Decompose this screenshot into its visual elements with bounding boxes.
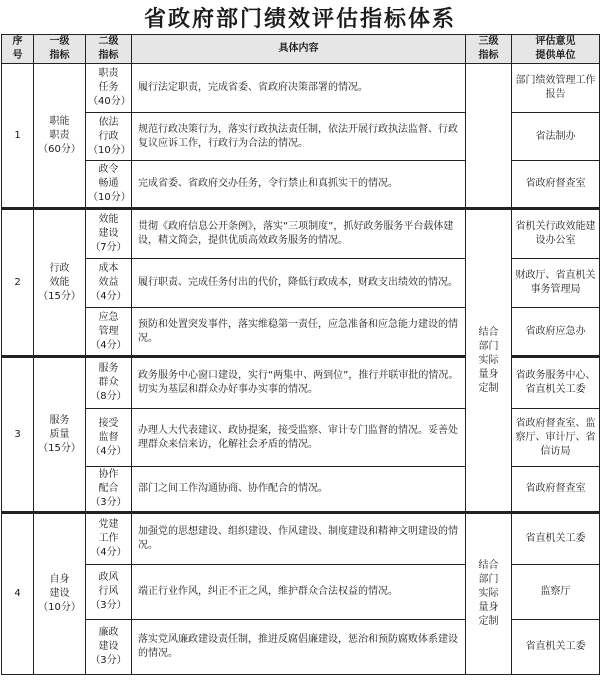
unit-cell: 省政府督查室 — [512, 161, 600, 209]
unit-cell: 监察厅 — [512, 565, 600, 620]
table-row — [2, 209, 600, 259]
unit-cell: 财政厅、省直机关事务管理局 — [512, 259, 600, 308]
level2-indicator: 党建 工作 （4分） — [86, 513, 132, 565]
level2-indicator: 政风 行风 （3分） — [86, 565, 132, 620]
unit-cell: 部门绩效管理工作报告 — [512, 64, 600, 113]
level1-indicator: 行政 效能 （15分） — [34, 209, 86, 357]
header-level1: 一级 指标 — [34, 35, 86, 64]
unit-cell: 省机关行政效能建设办公室 — [512, 209, 600, 259]
level2-indicator: 协作 配合 （3分） — [86, 467, 132, 513]
level2-indicator: 依法 行政 （10分） — [86, 113, 132, 161]
header-level2: 二级 指标 — [86, 35, 132, 64]
content-cell: 办理人大代表建议、政协提案，接受监察、审计专门监督的情况。妥善处理群众来信来访，化解社会矛盾的情况。 — [132, 409, 466, 467]
unit-cell: 省政府应急办 — [512, 308, 600, 357]
content-cell: 部门之间工作沟通协商、协作配合的情况。 — [132, 467, 466, 513]
unit-cell: 省政务服务中心、省直机关工委 — [512, 357, 600, 409]
unit-cell: 省直机关工委 — [512, 513, 600, 565]
level2-indicator: 政令 畅通 （10分） — [86, 161, 132, 209]
content-cell: 完成省委、省政府交办任务，令行禁止和真抓实干的情况。 — [132, 161, 466, 209]
header-row — [2, 35, 600, 64]
group-index: 2 — [2, 209, 34, 357]
group-index: 3 — [2, 357, 34, 513]
level2-indicator: 效能 建设 （7分） — [86, 209, 132, 259]
level2-indicator: 服务 群众 （8分） — [86, 357, 132, 409]
unit-cell: 省法制办 — [512, 113, 600, 161]
header-content: 具体内容 — [132, 35, 466, 64]
table-row — [2, 513, 600, 565]
header-level3: 三级 指标 — [466, 35, 512, 64]
level3-indicator: 结合 部门 实际 量身 定制 — [466, 513, 512, 675]
level1-indicator: 职能 职责 （60分） — [34, 64, 86, 209]
level2-indicator: 廉政 建设 （3分） — [86, 620, 132, 675]
unit-cell: 省政府督查室 — [512, 467, 600, 513]
level3-indicator — [466, 64, 512, 209]
page-title: 省政府部门绩效评估指标体系 — [143, 6, 456, 32]
level2-indicator: 接受 监督 （4分） — [86, 409, 132, 467]
table-row — [2, 64, 600, 113]
content-cell: 规范行政决策行为，落实行政执法责任制，依法开展行政执法监督、行政复议应诉工作，行政行为合法的情况。 — [132, 113, 466, 161]
content-cell: 履行法定职责，完成省委、省政府决策部署的情况。 — [132, 64, 466, 113]
level1-indicator: 服务 质量 （15分） — [34, 357, 86, 513]
content-cell: 履行职责、完成任务付出的代价，降低行政成本，财政支出绩效的情况。 — [132, 259, 466, 308]
content-cell: 端正行业作风，纠正不正之风，维护群众合法权益的情况。 — [132, 565, 466, 620]
level2-indicator: 成本 效益 （4分） — [86, 259, 132, 308]
indicator-table — [1, 34, 600, 675]
unit-cell: 省直机关工委 — [512, 620, 600, 675]
level3-indicator: 结合 部门 实际 量身 定制 — [466, 209, 512, 513]
header-index: 序 号 — [2, 35, 34, 64]
content-cell: 加强党的思想建设、组织建设、作风建设、制度建设和精神文明建设的情况。 — [132, 513, 466, 565]
level2-indicator: 应急 管理 （4分） — [86, 308, 132, 357]
group-index: 1 — [2, 64, 34, 209]
unit-cell: 省政府督查室、监察厅、审计厅、省信访局 — [512, 409, 600, 467]
header-unit: 评估意见 提供单位 — [512, 35, 600, 64]
group-index: 4 — [2, 513, 34, 675]
content-cell: 落实党风廉政建设责任制，推进反腐倡廉建设，惩治和预防腐败体系建设的情况。 — [132, 620, 466, 675]
content-cell: 政务服务中心窗口建设，实行“两集中、两到位”，推行并联审批的情况。切实为基层和群众办好事办实事的情况。 — [132, 357, 466, 409]
content-cell: 预防和处置突发事件，落实维稳第一责任，应急准备和应急能力建设的情况。 — [132, 308, 466, 357]
level1-indicator: 自身 建设 （10分） — [34, 513, 86, 675]
level2-indicator: 职责 任务 （40分） — [86, 64, 132, 113]
content-cell: 贯彻《政府信息公开条例》，落实“三项制度”，抓好政务服务平台载体建设，精文简会，提供优质高效政务服务的情况。 — [132, 209, 466, 259]
